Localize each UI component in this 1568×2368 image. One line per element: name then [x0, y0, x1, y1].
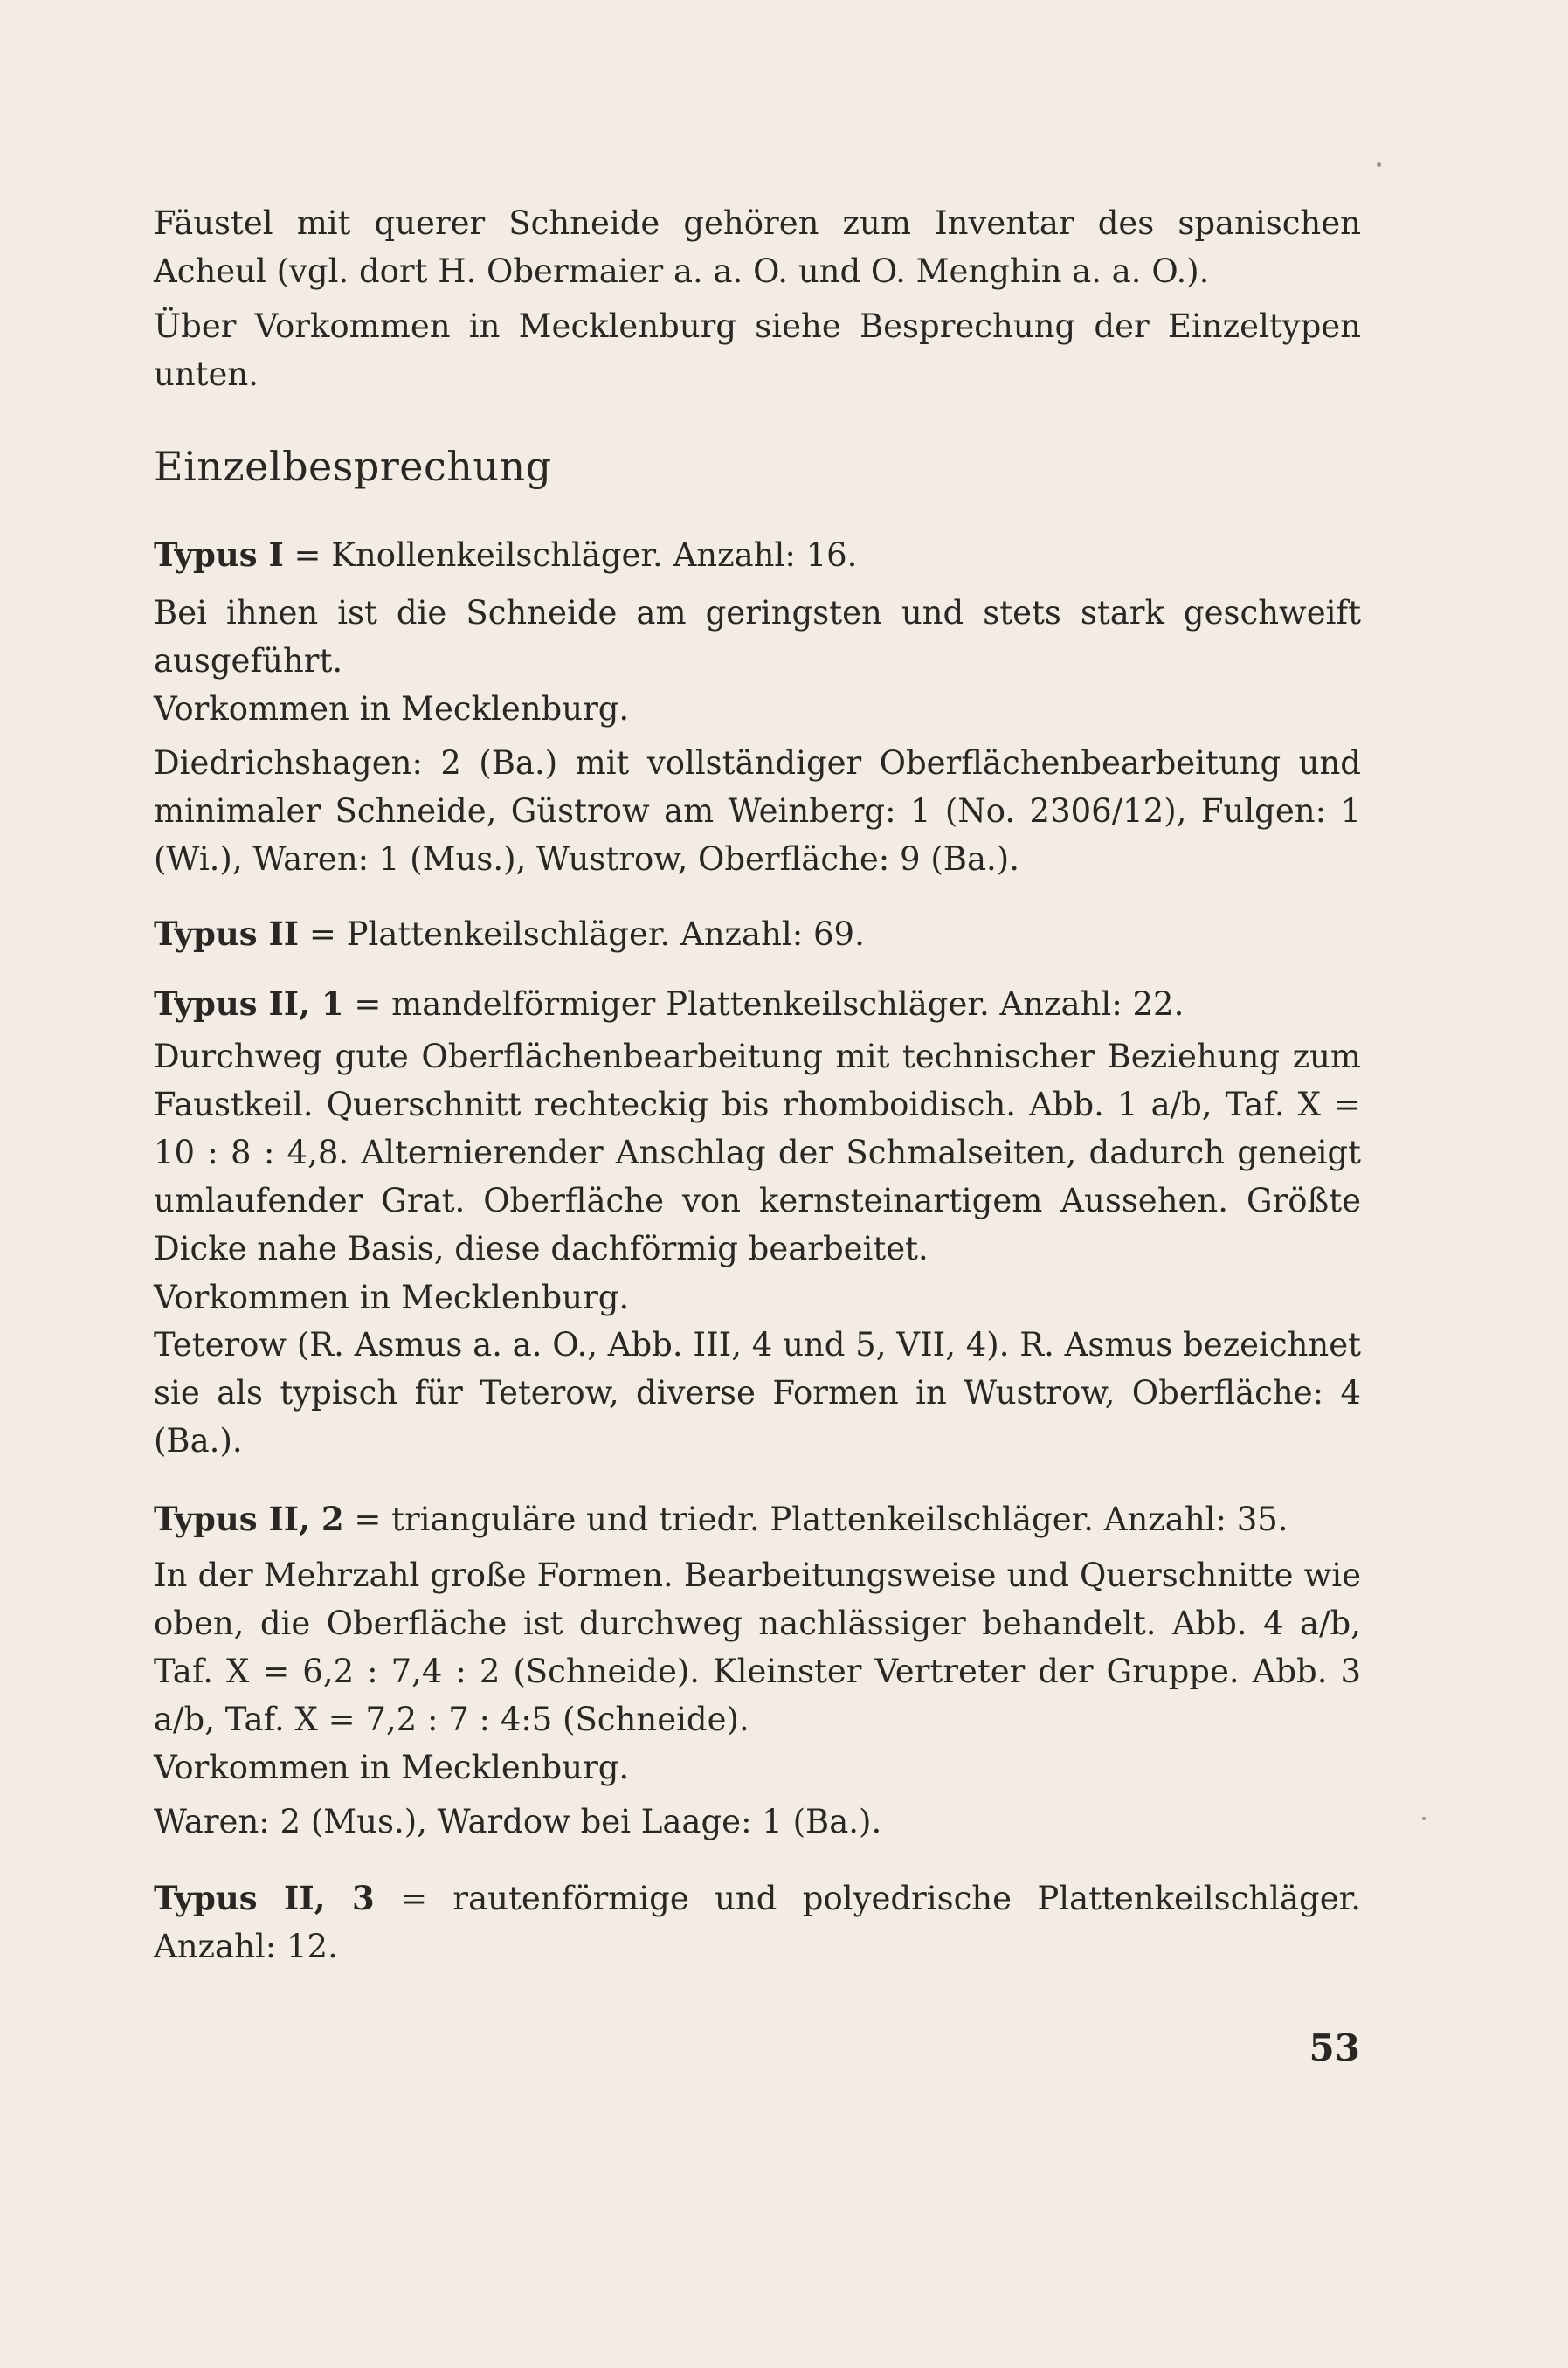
typus-2-2-title-text: = trianguläre und triedr. Plattenkeilschläger. Anzahl: 35. — [343, 1501, 1288, 1538]
typus-2-2-label: Typus II, 2 — [154, 1500, 344, 1538]
typus-2-1-title-text: = mandelförmiger Plattenkeilschläger. Anzahl: 22. — [343, 985, 1185, 1023]
typus-1-label: Typus I — [154, 535, 284, 574]
typus-1-sites: Diedrichshagen: 2 (Ba.) mit vollständiger Oberflächenbearbeitung und minimaler Schneide, Güstrow am Weinberg: 1 (No. 2306/12), Fulgen: 1 (Wi.), Waren: 1 (Mus.), Wustrow, Oberfläche: 9 (Ba.). — [154, 744, 1361, 878]
typus-2-1-vorkommen: Vorkommen in Mecklenburg. — [154, 1279, 630, 1316]
typus-1-vorkommen: Vorkommen in Mecklenburg. — [154, 690, 630, 728]
section-heading: Einzelbesprechung — [154, 443, 552, 490]
typus-1-title — [154, 531, 1361, 579]
typus-2-3-title-text: = rautenförmige und polyedrische Plattenkeilschläger. Anzahl: 12. — [154, 1880, 1361, 1965]
typus-2-2-sites: Waren: 2 (Mus.), Wardow bei Laage: 1 (Ba.). — [154, 1803, 882, 1840]
typus-2-2-title — [154, 1495, 1361, 1543]
typus-2-1-label: Typus II, 1 — [154, 984, 344, 1023]
page-number: 53 — [1309, 2026, 1360, 2069]
typus-2-title — [154, 910, 1361, 958]
intro-paragraph: Fäustel mit querer Schneide gehören zum Inventar des spanischen Acheul (vgl. dort H. Obermaier a. a. O. und O. Menghin a. a. O.). — [154, 204, 1361, 290]
typus-2-label: Typus II — [154, 915, 300, 953]
typus-2-1-sites: Teterow (R. Asmus a. a. O., Abb. III, 4 und 5, VII, 4). R. Asmus bezeichnet sie als typisch für Teterow, diverse Formen in Wustrow, Oberfläche: 4 (Ba.). — [154, 1326, 1361, 1460]
typus-2-title-text: = Plattenkeilschläger. Anzahl: 69. — [299, 915, 865, 953]
typus-1-description: Bei ihnen ist die Schneide am geringsten und stets stark geschweift ausgeführt. — [154, 594, 1361, 680]
typus-2-1-description: Durchweg gute Oberflächenbearbeitung mit technischer Beziehung zum Faustkeil. Querschnitt rechteckig bis rhomboidisch. Abb. 1 a/b, Taf. X = 10 : 8 : 4,8. Alternierender Anschlag der Schmalseiten, dadurch geneigt umlaufender Grat. Oberfläche von kernsteinartigem Aussehen. Größte Dicke nahe Basis, diese dachförmig bearbeitet. — [154, 1038, 1361, 1267]
paper-speck — [1377, 162, 1381, 167]
paper-speck — [1422, 1817, 1426, 1820]
typus-2-2-description: In der Mehrzahl große Formen. Bearbeitungsweise und Querschnitte wie oben, die Oberfläche ist durchweg nachlässiger behandelt. Abb. 4 a/b, Taf. X = 6,2 : 7,4 : 2 (Schneide). Kleinster Vertreter der Gruppe. Abb. 3 a/b, Taf. X = 7,2 : 7 : 4:5 (Schneide). — [154, 1557, 1361, 1738]
intro-note: Über Vorkommen in Mecklenburg siehe Besprechung der Einzeltypen unten. — [154, 307, 1361, 393]
typus-2-3-label: Typus II, 3 — [154, 1879, 375, 1917]
typus-2-3-title — [154, 1874, 1361, 1971]
typus-2-2-vorkommen: Vorkommen in Mecklenburg. — [154, 1749, 630, 1786]
typus-2-1-title — [154, 980, 1361, 1028]
typus-1-title-text: = Knollenkeilschläger. Anzahl: 16. — [283, 536, 858, 574]
